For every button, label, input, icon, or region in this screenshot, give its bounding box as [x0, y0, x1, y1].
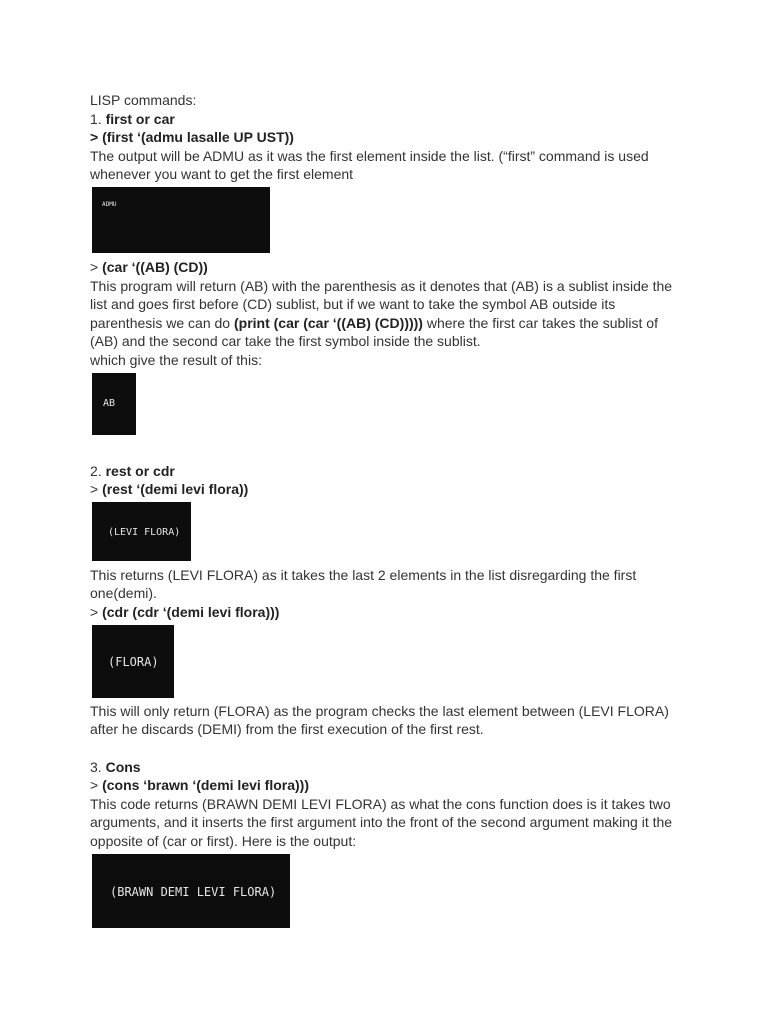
command-text: (car ‘((AB) (CD)): [102, 258, 208, 275]
explanation-text: This program will return (AB) with the parenthesis as it denotes that (AB) is a sublist inside the list and goes first before (CD) sublist, but if we want to take the symbol AB outside its parenthesis we can do: [90, 277, 673, 331]
section-1-command-2: [90, 258, 680, 277]
command-text: (rest ‘(demi levi flora)): [102, 481, 249, 498]
document-body: [90, 91, 680, 928]
terminal-output-flora: [92, 625, 174, 698]
command-prompt: >: [90, 777, 99, 794]
section-3-explanation-1: This code returns (BRAWN DEMI LEVI FLORA) as what the cons function does is it takes two arguments, and it inserts the first argument into the front of the second argument making it the opposite of (car or first). Here is the output:: [90, 795, 673, 850]
command-prompt: >: [90, 481, 99, 498]
section-3-title: [90, 758, 680, 777]
explanation-text: where the first car takes the sublist of (AB) and the second car take the first symbol inside the sublist.: [90, 314, 658, 350]
terminal-output-brawn-demi-levi-flora: [92, 854, 290, 928]
command-text: > (first ‘(admu lasalle UP UST)): [90, 129, 294, 146]
terminal-output-text: (FLORA): [108, 654, 159, 669]
section-2-command-2: [90, 603, 680, 622]
section-3-command-1: [90, 776, 680, 795]
section-1-command-1: [90, 128, 680, 147]
inline-code: (print (car (car ‘((AB) (CD))))): [233, 314, 423, 331]
section-1-title: [90, 110, 680, 129]
section-2-title-text: rest or cdr: [105, 462, 175, 479]
terminal-output-text: ADMU: [102, 200, 117, 208]
section-1-result-intro: which give the result of this:: [90, 351, 262, 368]
terminal-output-text: (BRAWN DEMI LEVI FLORA): [110, 884, 277, 899]
section-1-explanation-1: The output will be ADMU as it was the first element inside the list. (“first” command is used whenever you want to get the first element: [90, 147, 649, 183]
section-3-number: 3.: [90, 758, 102, 775]
command-text: (cons ‘brawn ‘(demi levi flora))): [102, 777, 309, 794]
section-2-explanation-2: This will only return (FLORA) as the program checks the last element between (LEVI FLORA) after he discards (DEMI) from the first execution of the first rest.: [90, 702, 669, 738]
section-2-number: 2.: [90, 462, 102, 479]
section-2-title: [90, 462, 680, 481]
section-2-command-1: [90, 480, 680, 499]
command-prompt: >: [90, 258, 99, 275]
terminal-output-levi-flora: [92, 502, 191, 561]
terminal-output-admu: [92, 187, 270, 253]
terminal-output-text: AB: [103, 397, 116, 409]
command-text: (cdr (cdr ‘(demi levi flora))): [102, 603, 280, 620]
section-1-number: 1.: [90, 110, 102, 127]
section-1-explanation-2: [90, 277, 680, 351]
section-1-title-text: first or car: [105, 110, 175, 127]
terminal-output-ab: [92, 373, 136, 435]
section-3-title-text: Cons: [105, 758, 141, 775]
command-prompt: >: [90, 603, 99, 620]
terminal-output-text: (LEVI FLORA): [108, 526, 181, 538]
document-heading: LISP commands:: [90, 92, 197, 108]
section-2-explanation-1: This returns (LEVI FLORA) as it takes the last 2 elements in the list disregarding the first one(demi).: [90, 566, 637, 602]
